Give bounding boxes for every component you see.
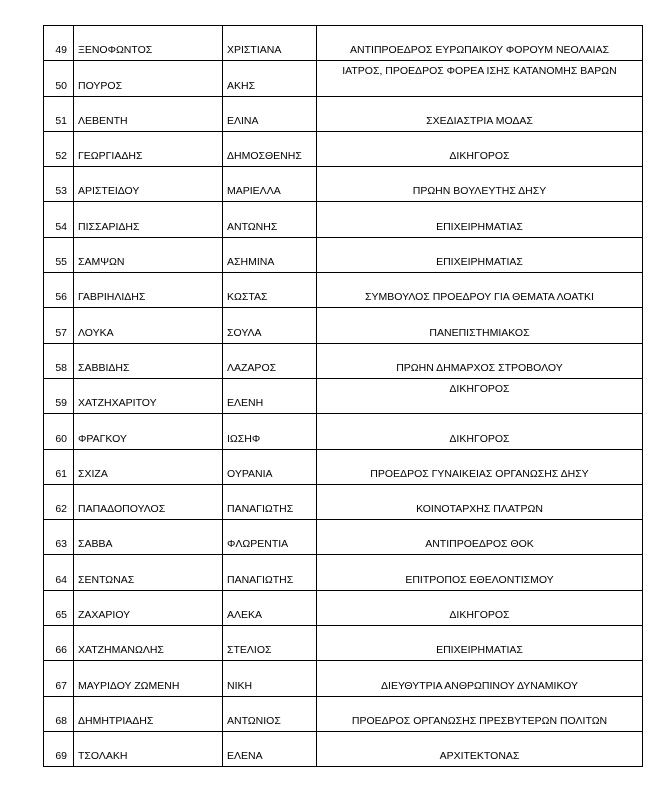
first-name-cell: ΔΗΜΟΣΘΕΝΗΣ [223,131,317,166]
surname-cell: ΔΗΜΗΤΡΙΑΔΗΣ [74,696,223,731]
surname-cell: ΣΑΜΨΩΝ [74,237,223,272]
surname-cell: ΦΡΑΓΚΟΥ [74,414,223,449]
role-cell: ΑΝΤΙΠΡΟΕΔΡΟΣ ΘΟΚ [317,520,643,555]
surname-cell: ΣΑΒΒΙΔΗΣ [74,343,223,378]
role-cell: ΔΙΕΥΘΥΤΡΙΑ ΑΝΘΡΩΠΙΝΟΥ ΔΥΝΑΜΙΚΟΥ [317,661,643,696]
role-cell: ΚΟΙΝΟΤΑΡΧΗΣ ΠΛΑΤΡΩΝ [317,484,643,519]
row-number-cell: 64 [44,555,74,590]
role-cell: ΕΠΙΤΡΟΠΟΣ ΕΘΕΛΟΝΤΙΣΜΟΥ [317,555,643,590]
role-cell: ΔΙΚΗΓΟΡΟΣ [317,590,643,625]
row-number-cell: 54 [44,202,74,237]
role-cell: ΔΙΚΗΓΟΡΟΣ [317,131,643,166]
row-number-cell: 50 [44,61,74,96]
surname-cell: ΓΕΩΡΓΙΑΔΗΣ [74,131,223,166]
surname-cell: ΠΙΣΣΑΡΙΔΗΣ [74,202,223,237]
surname-cell: ΣΧΙΖΑ [74,449,223,484]
row-number-cell: 49 [44,26,74,61]
role-cell: ΠΡΩΗΝ ΒΟΥΛΕΥΤΗΣ ΔΗΣΥ [317,167,643,202]
table-row [44,661,643,696]
surname-cell: ΓΑΒΡΙΗΛΙΔΗΣ [74,273,223,308]
role-cell: ΣΥΜΒΟΥΛΟΣ ΠΡΟΕΔΡΟΥ ΓΙΑ ΘΕΜΑΤΑ ΛΟΑΤΚΙ [317,273,643,308]
candidates-table [43,25,643,767]
row-number-cell: 62 [44,484,74,519]
first-name-cell: ΧΡΙΣΤΙΑΝΑ [223,26,317,61]
row-number-cell: 58 [44,343,74,378]
table-row [44,484,643,519]
surname-cell: ΤΣΟΛΑΚΗ [74,731,223,766]
row-number-cell: 63 [44,520,74,555]
role-cell: ΙΑΤΡΟΣ, ΠΡΟΕΔΡΟΣ ΦΟΡΕΑ ΙΣΗΣ ΚΑΤΑΝΟΜΗΣ ΒΑΡΩΝ [317,61,643,96]
surname-cell: ΛΟΥΚΑ [74,308,223,343]
row-number-cell: 60 [44,414,74,449]
first-name-cell: ΠΑΝΑΓΙΩΤΗΣ [223,555,317,590]
role-cell: ΠΡΟΕΔΡΟΣ ΓΥΝΑΙΚΕΙΑΣ ΟΡΓΑΝΩΣΗΣ ΔΗΣΥ [317,449,643,484]
first-name-cell: ΑΣΗΜΙΝΑ [223,237,317,272]
role-cell: ΑΝΤΙΠΡΟΕΔΡΟΣ ΕΥΡΩΠΑΙΚΟΥ ΦΟΡΟΥΜ ΝΕΟΛΑΙΑΣ [317,26,643,61]
surname-cell: ΛΕΒΕΝΤΗ [74,96,223,131]
surname-cell: ΣΑΒΒΑ [74,520,223,555]
table-row [44,696,643,731]
role-cell: ΑΡΧΙΤΕΚΤΟΝΑΣ [317,731,643,766]
role-cell: ΔΙΚΗΓΟΡΟΣ [317,378,643,413]
table-row [44,378,643,413]
row-number-cell: 57 [44,308,74,343]
role-cell: ΠΡΟΕΔΡΟΣ ΟΡΓΑΝΩΣΗΣ ΠΡΕΣΒΥΤΕΡΩΝ ΠΟΛΙΤΩΝ [317,696,643,731]
role-cell: ΕΠΙΧΕΙΡΗΜΑΤΙΑΣ [317,202,643,237]
surname-cell: ΧΑΤΖΗΧΑΡΙΤΟΥ [74,378,223,413]
surname-cell: ΣΕΝΤΩΝΑΣ [74,555,223,590]
surname-cell: ΧΑΤΖΗΜΑΝΩΛΗΣ [74,626,223,661]
table-row [44,167,643,202]
row-number-cell: 53 [44,167,74,202]
first-name-cell: ΑΝΤΩΝΗΣ [223,202,317,237]
surname-cell: ΜΑΥΡΙΔΟΥ ΖΩΜΕΝΗ [74,661,223,696]
table-row [44,26,643,61]
table-row [44,202,643,237]
table-row [44,555,643,590]
table-row [44,590,643,625]
surname-cell: ΖΑΧΑΡΙΟΥ [74,590,223,625]
table-row [44,449,643,484]
first-name-cell: ΚΩΣΤΑΣ [223,273,317,308]
first-name-cell: ΕΛΕΝΗ [223,378,317,413]
table-row [44,343,643,378]
row-number-cell: 66 [44,626,74,661]
table-row [44,273,643,308]
table-row [44,96,643,131]
table-row [44,731,643,766]
first-name-cell: ΑΛΕΚΑ [223,590,317,625]
first-name-cell: ΟΥΡΑΝΙΑ [223,449,317,484]
first-name-cell: ΙΩΣΗΦ [223,414,317,449]
first-name-cell: ΑΝΤΩΝΙΟΣ [223,696,317,731]
row-number-cell: 52 [44,131,74,166]
table-row [44,131,643,166]
row-number-cell: 55 [44,237,74,272]
surname-cell: ΠΟΥΡΟΣ [74,61,223,96]
first-name-cell: ΕΛΕΝΑ [223,731,317,766]
surname-cell: ΠΑΠΑΔΟΠΟΥΛΟΣ [74,484,223,519]
role-cell: ΣΧΕΔΙΑΣΤΡΙΑ ΜΟΔΑΣ [317,96,643,131]
row-number-cell: 69 [44,731,74,766]
row-number-cell: 56 [44,273,74,308]
first-name-cell: ΕΛΙΝΑ [223,96,317,131]
row-number-cell: 68 [44,696,74,731]
row-number-cell: 59 [44,378,74,413]
first-name-cell: ΦΛΩΡΕΝΤΙΑ [223,520,317,555]
surname-cell: ΞΕΝΟΦΩΝΤΟΣ [74,26,223,61]
role-cell: ΠΡΩΗΝ ΔΗΜΑΡΧΟΣ ΣΤΡΟΒΟΛΟΥ [317,343,643,378]
first-name-cell: ΑΚΗΣ [223,61,317,96]
first-name-cell: ΛΑΖΑΡΟΣ [223,343,317,378]
role-cell: ΕΠΙΧΕΙΡΗΜΑΤΙΑΣ [317,237,643,272]
table-row [44,237,643,272]
table-row [44,308,643,343]
role-cell: ΠΑΝΕΠΙΣΤΗΜΙΑΚΟΣ [317,308,643,343]
table-row [44,520,643,555]
first-name-cell: ΝΙΚΗ [223,661,317,696]
first-name-cell: ΣΤΕΛΙΟΣ [223,626,317,661]
surname-cell: ΑΡΙΣΤΕΙΔΟΥ [74,167,223,202]
role-cell: ΕΠΙΧΕΙΡΗΜΑΤΙΑΣ [317,626,643,661]
first-name-cell: ΠΑΝΑΓΙΩΤΗΣ [223,484,317,519]
row-number-cell: 61 [44,449,74,484]
row-number-cell: 51 [44,96,74,131]
first-name-cell: ΜΑΡΙΕΛΛΑ [223,167,317,202]
table-body [44,26,643,767]
first-name-cell: ΣΟΥΛΑ [223,308,317,343]
table-row [44,414,643,449]
role-cell: ΔΙΚΗΓΟΡΟΣ [317,414,643,449]
row-number-cell: 67 [44,661,74,696]
row-number-cell: 65 [44,590,74,625]
table-row [44,61,643,96]
table-row [44,626,643,661]
